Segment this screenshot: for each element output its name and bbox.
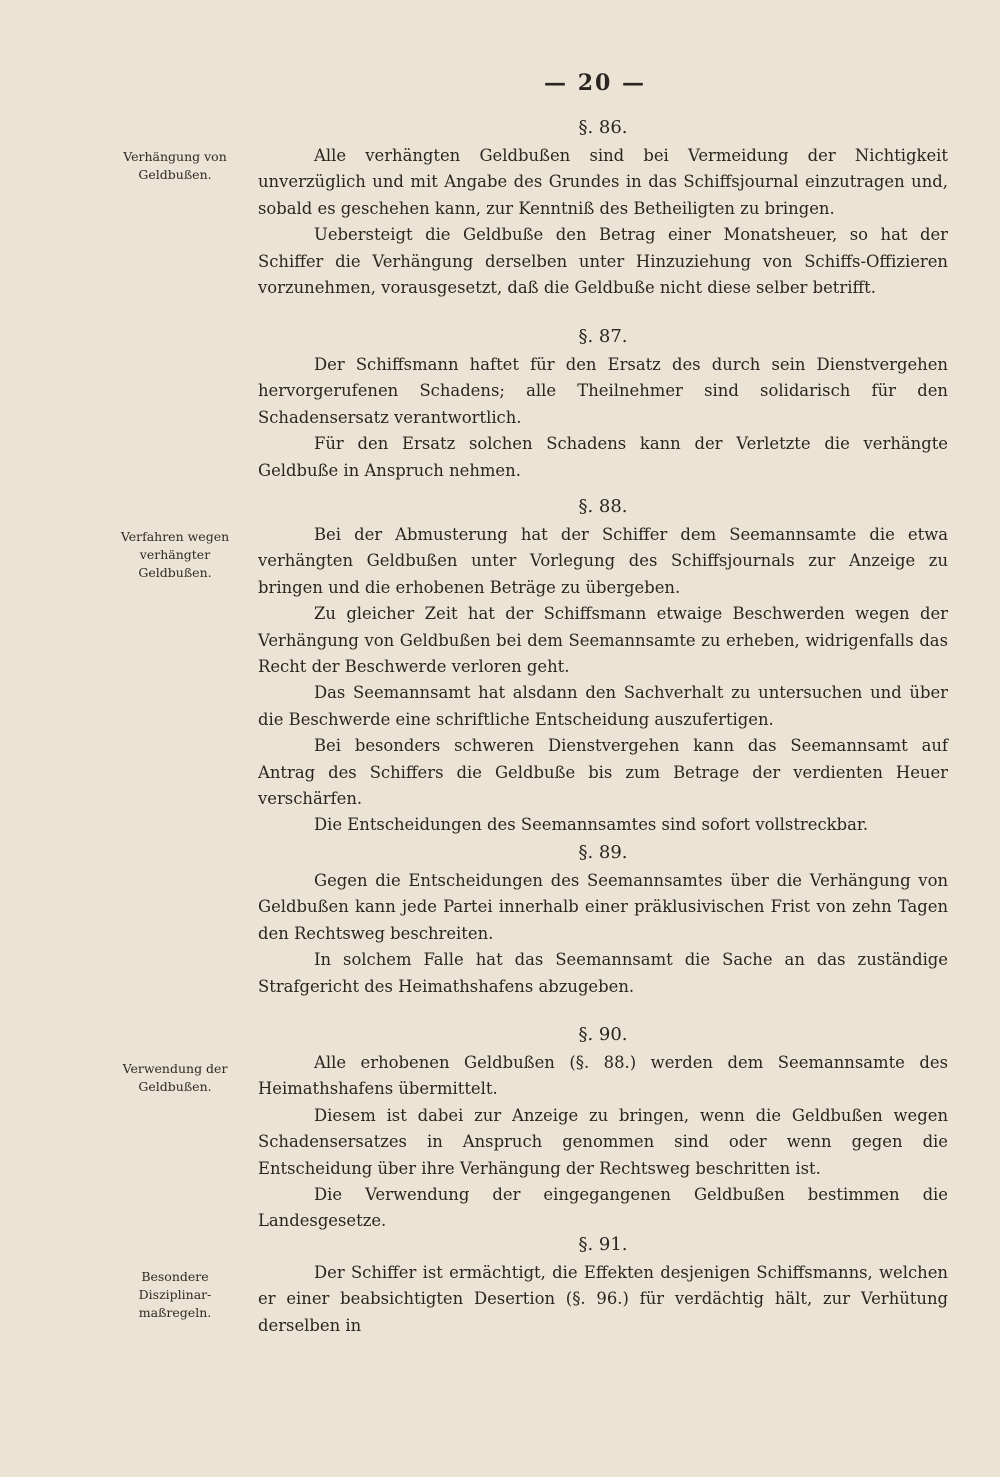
margin-note-line: Verhängung von <box>123 149 227 164</box>
paragraph: Uebersteigt die Geldbuße den Betrag einer Monatsheuer, so hat der Schiffer die Verhängung derselben unter Hinzuziehung von Schiffs-Offizieren vorzunehmen, vorausgesetzt, daß die Geldbuße nicht diese selber betrifft. <box>258 225 948 298</box>
section-heading: §. 89. <box>578 842 628 863</box>
margin-note-line: Disziplinar- <box>138 1287 212 1302</box>
section-87 <box>258 324 948 484</box>
section-91 <box>258 1232 948 1339</box>
paragraph: Diesem ist dabei zur Anzeige zu bringen, wenn die Geldbußen wegen Schadensersatzes in Anspruch genommen sind oder wenn gegen die Entscheidung über ihre Verhängung der Rechtsweg beschritten ist. <box>258 1105 948 1178</box>
section-heading: §. 87. <box>578 326 628 347</box>
margin-note-line: Verfahren wegen <box>120 529 230 544</box>
paragraph: Alle erhobenen Geldbußen (§. 88.) werden dem Seemannsamte des Heimathshafens übermittelt. <box>258 1053 948 1099</box>
section-89 <box>258 840 948 1000</box>
margin-note-disziplinar <box>110 1268 240 1322</box>
section-heading: §. 90. <box>578 1024 628 1045</box>
paragraph: In solchem Falle hat das Seemannsamt die Sache an das zuständige Strafgericht des Heimathshafens abzugeben. <box>258 950 948 996</box>
paragraph: Der Schiffer ist ermächtigt, die Effekten desjenigen Schiffsmanns, welchen er einer beabsichtigten Desertion (§. 96.) für verdächtig hält, zur Verhütung derselben in <box>258 1263 948 1335</box>
paragraph: Gegen die Entscheidungen des Seemannsamtes über die Verhängung von Geldbußen kann jede Partei innerhalb einer präklusivischen Frist von zehn Tagen den Rechtsweg beschreiten. <box>258 871 948 943</box>
paragraph: Der Schiffsmann haftet für den Ersatz des durch sein Dienstvergehen hervorgerufenen Schadens; alle Theilnehmer sind solidarisch für den Schadensersatz verantwortlich. <box>258 355 948 427</box>
margin-note-line: Geldbußen. <box>138 167 212 182</box>
section-heading: §. 91. <box>578 1234 628 1255</box>
paragraph: Bei besonders schweren Dienstvergehen kann das Seemannsamt auf Antrag des Schiffers die Geldbuße bis zum Betrage der verdienten Heuer verschärfen. <box>258 736 948 809</box>
section-88 <box>258 494 948 839</box>
paragraph: Das Seemannsamt hat alsdann den Sachverhalt zu untersuchen und über die Beschwerde eine schriftliche Entscheidung auszufertigen. <box>258 683 948 729</box>
paragraph: Für den Ersatz solchen Schadens kann der Verletzte die verhängte Geldbuße in Anspruch nehmen. <box>258 434 948 480</box>
margin-note-line: Geldbußen. <box>138 1079 212 1094</box>
margin-note-line: Geldbußen. <box>138 565 212 580</box>
section-86 <box>258 115 948 301</box>
paragraph: Die Entscheidungen des Seemannsamtes sind sofort vollstreckbar. <box>314 815 869 835</box>
paragraph: Alle verhängten Geldbußen sind bei Vermeidung der Nichtigkeit unverzüglich und mit Angabe des Grundes in das Schiffsjournal einzutragen und, sobald es geschehen kann, zur Kenntniß des Betheiligten zu bringen. <box>258 146 948 218</box>
margin-note-line: Besondere <box>141 1269 209 1284</box>
margin-note-verwendung <box>110 1060 240 1096</box>
margin-note-line: Verwendung der <box>122 1061 228 1076</box>
section-heading: §. 88. <box>578 496 628 517</box>
margin-note-line: verhängter <box>139 547 211 562</box>
paragraph: Die Verwendung der eingegangenen Geldbußen bestimmen die Landesgesetze. <box>258 1185 948 1231</box>
section-heading: §. 86. <box>578 117 628 138</box>
margin-note-verhaengung <box>110 148 240 184</box>
margin-note-line: maßregeln. <box>138 1305 212 1320</box>
paragraph: Zu gleicher Zeit hat der Schiffsmann etwaige Beschwerden wegen der Verhängung von Geldbußen bei dem Seemannsamte zu erheben, widrigenfalls das Recht der Beschwerde verloren geht. <box>258 604 948 677</box>
section-90 <box>258 1022 948 1235</box>
margin-note-verfahren <box>110 528 240 582</box>
paragraph: Bei der Abmusterung hat der Schiffer dem Seemannsamte die etwa verhängten Geldbußen unter Vorlegung des Schiffsjournals zur Anzeige zu bringen und die erhobenen Beträge zu übergeben. <box>258 525 948 597</box>
page-number: — 20 — <box>544 70 646 96</box>
